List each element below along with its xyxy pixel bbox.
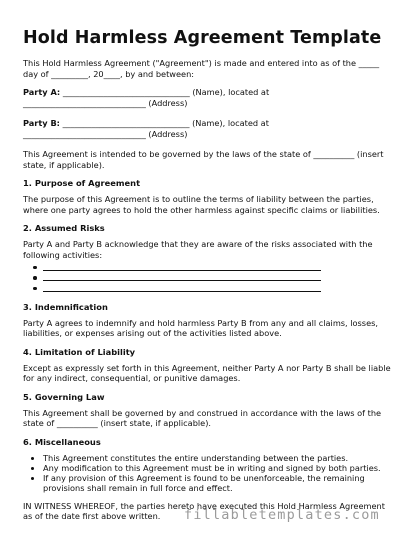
section-heading-risks: 2. Assumed Risks xyxy=(23,223,105,233)
party-b-name-line: _______________________________ (Name), located at xyxy=(59,118,269,128)
witness-paragraph: IN WITNESS WHEREOF, the parties hereto have executed this Hold Harmless Agreement as of the date first above written. xyxy=(23,500,385,521)
document-title: Hold Harmless Agreement Template xyxy=(23,28,382,48)
party-a-label: Party A: xyxy=(23,87,61,97)
agreement-document xyxy=(23,28,395,522)
blank-line xyxy=(43,264,321,271)
section-text-limitation: Except as expressly set forth in this Agreement, neither Party A nor Party B shall be liable for any indirect, consequential, or punitive damages. xyxy=(23,362,391,383)
section-text-risks: Party A and Party B acknowledge that they are aware of the risks associated with the following activities: xyxy=(23,239,373,260)
blank-line xyxy=(43,285,321,292)
blank-line xyxy=(43,274,321,281)
misc-list xyxy=(23,453,395,493)
misc-item: • This Agreement constitutes the entire understanding between the parties. xyxy=(43,453,395,463)
risk-activity-list xyxy=(33,262,395,294)
governing-intro-paragraph: This Agreement is intended to be governed by the laws of the state of __________ (insert state, if applicable). xyxy=(23,149,384,170)
section-heading-purpose: 1. Purpose of Agreement xyxy=(23,178,141,188)
misc-item: • If any provision of this Agreement is found to be unenforceable, the remaining provisions shall remain in full force and effect. xyxy=(43,473,395,493)
risk-activity-line xyxy=(33,283,395,294)
party-b-address-line: ______________________________ (Address) xyxy=(23,129,188,139)
bullet-icon xyxy=(33,266,37,270)
bullet-icon xyxy=(33,287,37,291)
party-a-block xyxy=(23,87,395,109)
risk-activity-line xyxy=(33,273,395,284)
section-text-indemnification: Party A agrees to indemnify and hold harmless Party B from any and all claims, losses, liabilities, or expenses arising out of the activities listed above. xyxy=(23,317,378,338)
section-heading-governing-law: 5. Governing Law xyxy=(23,391,105,402)
party-a-address-line: ______________________________ (Address) xyxy=(23,98,188,108)
party-b-block xyxy=(23,118,395,140)
party-a-line1 xyxy=(23,87,395,98)
party-a-name-line: _______________________________ (Name), located at xyxy=(60,87,270,97)
party-b-label: Party B: xyxy=(23,118,60,128)
section-text-governing-law: This Agreement shall be governed by and construed in accordance with the laws of the state of __________ (insert state, if applicable). xyxy=(23,407,382,428)
risk-activity-line xyxy=(33,262,395,273)
section-text-purpose: The purpose of this Agreement is to outline the terms of liability between the parties, where one party agrees to hold the other harmless against specific claims or liabilities. xyxy=(23,194,380,215)
misc-item: • Any modification to this Agreement must be in writing and signed by both parties. xyxy=(43,463,395,473)
watermark: fillabletemplates.com xyxy=(184,507,380,523)
section-heading-indemnification: 3. Indemnification xyxy=(23,301,108,312)
party-b-line1 xyxy=(23,118,395,129)
section-heading-misc: 6. Miscellaneous xyxy=(23,436,101,447)
intro-paragraph: This Hold Harmless Agreement ("Agreement") is made and entered into as of the _____ day of _________, 20____, by and between: xyxy=(23,58,380,79)
section-heading-limitation: 4. Limitation of Liability xyxy=(23,346,136,357)
bullet-icon xyxy=(33,276,37,280)
